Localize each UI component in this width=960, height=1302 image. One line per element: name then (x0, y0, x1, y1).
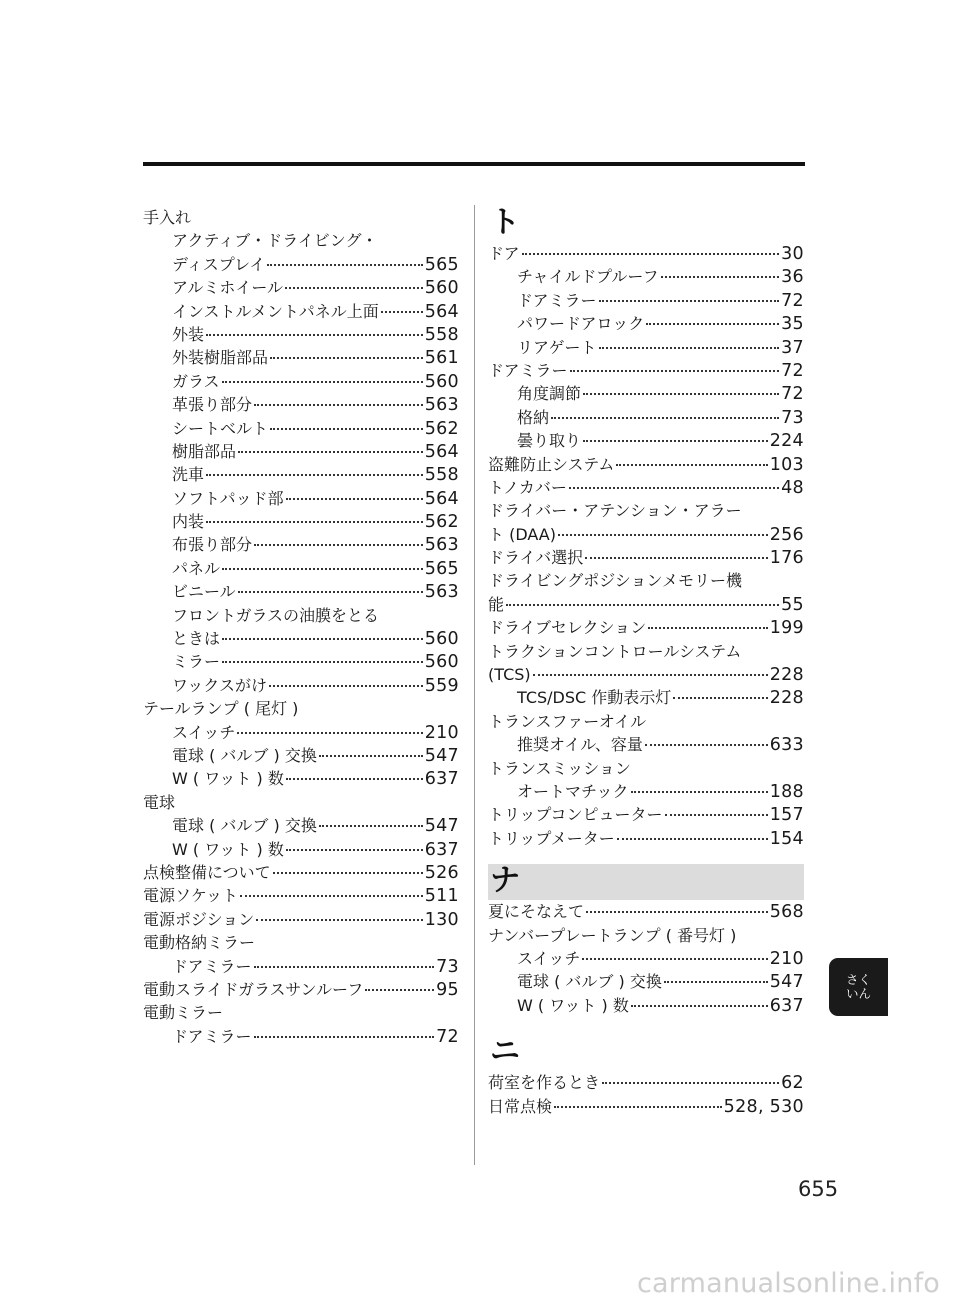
dot-leader (617, 838, 768, 840)
dot-leader (256, 919, 422, 921)
entry-page-number: 565 (424, 254, 459, 275)
index-entry (488, 827, 804, 850)
dot-leader (267, 264, 422, 266)
index-entry (143, 393, 459, 416)
entry-page-number: 210 (424, 722, 459, 743)
index-entry (143, 510, 459, 533)
index-entry (143, 463, 459, 486)
entry-label: 荷室を作るとき (488, 1073, 601, 1093)
entry-page-number: 563 (424, 582, 459, 603)
entry-page-number: 637 (769, 995, 804, 1016)
entry-label: 電球 (143, 792, 176, 812)
entry-page-number: 547 (424, 816, 459, 837)
entry-label: 洗車 (172, 465, 205, 485)
index-entry (488, 733, 804, 756)
entry-page-number: 560 (424, 278, 459, 299)
dot-leader (582, 958, 767, 960)
index-entry (488, 359, 804, 382)
index-entry (143, 440, 459, 463)
entry-page-number: 73 (781, 407, 804, 428)
entry-label: ナンバープレートランプ ( 番号灯 ) (488, 925, 737, 945)
index-entry (488, 265, 804, 288)
index-heading-entry (143, 931, 459, 954)
page-number: 655 (798, 1177, 839, 1201)
entry-page-number: 37 (781, 337, 804, 358)
entry-label: W ( ワット ) 数 (172, 839, 284, 859)
index-heading-entry (488, 499, 804, 522)
entry-label: スイッチ (517, 948, 581, 968)
dot-leader (222, 568, 423, 570)
entry-page-number: 55 (781, 594, 804, 615)
dot-leader (222, 661, 423, 663)
entry-label: 手入れ (143, 208, 192, 227)
dot-leader (206, 334, 423, 336)
entry-label: W ( ワット ) 数 (517, 995, 629, 1015)
index-entry (488, 686, 804, 709)
dot-leader (206, 474, 423, 476)
index-entry (143, 1025, 459, 1048)
entry-page-number: 30 (781, 244, 804, 264)
section-letter-heading: ニ (490, 1034, 520, 1070)
index-entry (143, 955, 459, 978)
entry-label: ディスプレイ (172, 254, 266, 274)
index-entry (143, 627, 459, 650)
entry-page-number: 564 (424, 488, 459, 509)
entry-label: 電動格納ミラー (143, 933, 256, 953)
section-letter-heading: ナ (488, 864, 804, 900)
entry-page-number: 154 (769, 828, 804, 849)
entry-label: (TCS) (488, 665, 531, 685)
entry-page-number: 564 (424, 441, 459, 462)
entry-label: TCS/DSC 作動表示灯 (517, 688, 672, 708)
entry-page-number: 558 (424, 465, 459, 486)
entry-page-number: 637 (424, 839, 459, 860)
index-entry (488, 476, 804, 499)
entry-page-number: 188 (769, 781, 804, 802)
entry-label: 内装 (172, 512, 205, 532)
entry-label: 電球 ( バルブ ) 交換 (517, 972, 662, 992)
dot-leader (270, 428, 423, 430)
entry-page-number: 564 (424, 301, 459, 322)
dot-leader (599, 300, 780, 302)
entry-label: 夏にそなえて (488, 902, 585, 922)
dot-leader (254, 966, 435, 968)
entry-label: W ( ワット ) 数 (172, 769, 284, 789)
entry-page-number: 95 (436, 979, 459, 1000)
entry-page-number: 228 (769, 665, 804, 686)
index-entry (488, 523, 804, 546)
dot-leader (522, 253, 780, 255)
dot-leader (585, 557, 767, 559)
entry-label: 電動スライドガラスサンルーフ (143, 979, 364, 999)
dot-leader (569, 487, 779, 489)
index-entry (488, 289, 804, 312)
index-heading-entry (488, 924, 804, 947)
entry-page-number: 72 (781, 290, 804, 311)
entry-label: ワックスがけ (172, 675, 268, 695)
index-heading-entry (143, 791, 459, 814)
dot-leader (616, 464, 767, 466)
index-entry (143, 814, 459, 837)
entry-page-number: 558 (424, 324, 459, 345)
dot-leader (570, 370, 780, 372)
dot-leader (665, 814, 768, 816)
entry-page-number: 561 (424, 348, 459, 369)
entry-label: インストルメントパネル上面 (172, 301, 379, 321)
index-entry (143, 253, 459, 276)
side-tab-line-1: さく (845, 972, 871, 987)
index-entry (488, 593, 804, 616)
dot-leader (673, 697, 767, 699)
index-heading-entry (143, 604, 459, 627)
index-entry (488, 994, 804, 1017)
entry-page-number: 224 (769, 431, 804, 452)
entry-label: スイッチ (172, 722, 236, 742)
entry-page-number: 103 (769, 454, 804, 475)
index-entry (488, 970, 804, 993)
index-entry (143, 861, 459, 884)
index-entry (488, 242, 804, 265)
entry-label: パワードアロック (517, 314, 645, 334)
index-entry (143, 978, 459, 1001)
dot-leader (254, 544, 423, 546)
entry-label: ビニール (172, 582, 236, 602)
entry-label: 外装 (172, 324, 205, 344)
entry-label: トノカバー (488, 477, 567, 497)
entry-label: 革張り部分 (172, 395, 253, 415)
index-entry (143, 323, 459, 346)
entry-page-number: 562 (424, 418, 459, 439)
dot-leader (269, 685, 423, 687)
side-tab-line-2: いん (845, 986, 871, 1001)
entry-label: 曇り取り (517, 431, 582, 451)
entry-label: チャイルドプルーフ (517, 267, 659, 287)
entry-label: 樹脂部品 (172, 441, 237, 461)
entry-label: オートマチック (517, 781, 629, 801)
index-entry (143, 346, 459, 369)
dot-leader (664, 981, 768, 983)
entry-label: テールランプ ( 尾灯 ) (143, 699, 299, 719)
dot-leader (237, 732, 422, 734)
dot-leader (206, 521, 423, 523)
dot-leader (222, 381, 423, 383)
entry-label: 電源ソケット (143, 886, 239, 906)
index-left-column (143, 206, 459, 1048)
index-entry (488, 453, 804, 476)
entry-label: ドライバ選択 (488, 548, 584, 568)
entry-page-number: 210 (769, 948, 804, 969)
dot-leader (286, 498, 423, 500)
entry-label: ドアミラー (172, 956, 252, 976)
entry-page-number: 62 (781, 1073, 804, 1094)
index-heading-entry (488, 569, 804, 592)
entry-page-number: 72 (436, 1026, 459, 1047)
index-entry (488, 336, 804, 359)
index-heading-entry (143, 697, 459, 720)
entry-label: 電球 ( バルブ ) 交換 (172, 745, 317, 765)
entry-page-number: 256 (769, 524, 804, 545)
entry-label: 推奨オイル、容量 (517, 735, 643, 755)
index-entry (143, 908, 459, 931)
entry-label: ドアミラー (488, 360, 568, 380)
entry-page-number: 511 (424, 886, 459, 907)
entry-page-number: 633 (769, 735, 804, 756)
dot-leader (273, 872, 423, 874)
dot-leader (222, 638, 423, 640)
entry-label: 能 (488, 594, 505, 614)
index-entry (143, 533, 459, 556)
dot-leader (645, 744, 768, 746)
entry-label: トリップコンピューター (488, 805, 663, 825)
entry-label: ドライビングポジションメモリー機 (488, 571, 743, 591)
index-entry (488, 1095, 804, 1118)
index-entry (143, 674, 459, 697)
index-heading-entry (488, 757, 804, 780)
entry-page-number: 36 (781, 267, 804, 288)
index-entry (143, 744, 459, 767)
entry-label: アルミホイール (172, 278, 284, 298)
section-spacer (488, 1017, 804, 1035)
dot-leader (238, 591, 423, 593)
index-heading-entry (143, 229, 459, 252)
entry-page-number: 560 (424, 629, 459, 650)
dot-leader (506, 604, 779, 606)
dot-leader (319, 825, 423, 827)
dot-leader (646, 323, 779, 325)
entry-label: ドア (488, 244, 520, 263)
index-entry (488, 1071, 804, 1094)
entry-page-number: 130 (424, 909, 459, 930)
column-divider (474, 205, 475, 1165)
entry-label: アクティブ・ドライビング・ (172, 231, 378, 251)
dot-leader (238, 451, 423, 453)
entry-label: 電動ミラー (143, 1003, 224, 1023)
dot-leader (554, 1106, 722, 1108)
dot-leader (286, 849, 423, 851)
entry-label: ときは (172, 629, 221, 649)
index-entry (143, 580, 459, 603)
entry-label: ソフトパッド部 (172, 488, 284, 508)
index-heading-entry (143, 1001, 459, 1024)
index-heading-entry (488, 640, 804, 663)
entry-page-number: 562 (424, 512, 459, 533)
index-entry (143, 370, 459, 393)
entry-label: 電球 ( バルブ ) 交換 (172, 816, 317, 836)
index-entry (488, 406, 804, 429)
index-heading-entry (143, 206, 459, 229)
dot-leader (319, 755, 423, 757)
index-entry (488, 900, 804, 923)
dot-leader (254, 1036, 435, 1038)
dot-leader (558, 534, 768, 536)
dot-leader (631, 1005, 768, 1007)
dot-leader (583, 440, 768, 442)
entry-label: 布張り部分 (172, 535, 253, 555)
top-rule (143, 162, 805, 166)
index-entry (143, 300, 459, 323)
index-entry (143, 838, 459, 861)
entry-page-number: 637 (424, 769, 459, 790)
dot-leader (270, 357, 423, 359)
entry-label: ト (DAA) (488, 524, 556, 544)
entry-page-number: 559 (424, 675, 459, 696)
entry-page-number: 563 (424, 535, 459, 556)
index-entry (143, 276, 459, 299)
entry-label: トリップメーター (488, 828, 615, 848)
index-entry (143, 417, 459, 440)
dot-leader (631, 791, 768, 793)
index-side-tab[interactable] (829, 958, 888, 1016)
entry-page-number: 228 (769, 688, 804, 709)
entry-label: フロントガラスの油膜をとる (172, 605, 380, 625)
index-entry (143, 884, 459, 907)
entry-label: 角度調節 (517, 384, 582, 404)
entry-page-number: 176 (769, 548, 804, 569)
dot-leader (551, 417, 779, 419)
index-entry (488, 947, 804, 970)
dot-leader (599, 347, 780, 349)
dot-leader (285, 287, 423, 289)
index-entry (488, 546, 804, 569)
index-entry (488, 616, 804, 639)
entry-label: リアゲート (517, 337, 597, 357)
entry-page-number: 547 (769, 972, 804, 993)
entry-page-number: 528, 530 (723, 1096, 804, 1117)
index-entry (488, 663, 804, 686)
index-heading-entry (488, 710, 804, 733)
section-letter-heading: ト (490, 205, 520, 240)
dot-leader (381, 311, 423, 313)
dot-leader (648, 627, 767, 629)
dot-leader (586, 911, 768, 913)
index-entry (143, 487, 459, 510)
entry-page-number: 560 (424, 371, 459, 392)
entry-label: 盗難防止システム (488, 454, 615, 474)
index-entry (488, 803, 804, 826)
dot-leader (240, 895, 423, 897)
entry-page-number: 560 (424, 652, 459, 673)
entry-page-number: 48 (781, 477, 804, 498)
index-entry (488, 429, 804, 452)
dot-leader (583, 393, 779, 395)
dot-leader (254, 404, 423, 406)
entry-label: パネル (172, 558, 221, 578)
dot-leader (365, 989, 434, 991)
entry-page-number: 72 (781, 360, 804, 381)
entry-page-number: 73 (436, 956, 459, 977)
entry-label: ドアミラー (517, 290, 597, 310)
entry-label: ガラス (172, 371, 220, 391)
dot-leader (602, 1082, 779, 1084)
entry-page-number: 72 (781, 384, 804, 405)
entry-page-number: 35 (781, 314, 804, 335)
entry-label: 点検整備について (143, 862, 271, 882)
index-entry (143, 767, 459, 790)
entry-page-number: 568 (769, 902, 804, 923)
watermark: carmanualsonline.info (637, 1268, 940, 1299)
index-entry (488, 780, 804, 803)
entry-page-number: 565 (424, 558, 459, 579)
entry-label: 日常点検 (488, 1096, 553, 1116)
entry-page-number: 157 (769, 805, 804, 826)
entry-label: トランスファーオイル (488, 711, 647, 731)
entry-label: 電源ポジション (143, 909, 255, 929)
entry-label: ドライバー・アテンション・アラー (488, 501, 742, 521)
entry-label: トラクションコントロールシステム (488, 641, 742, 661)
entry-page-number: 563 (424, 395, 459, 416)
dot-leader (533, 674, 768, 676)
entry-label: ミラー (172, 652, 221, 672)
entry-label: トランスミッション (488, 758, 631, 778)
entry-page-number: 547 (424, 745, 459, 766)
entry-label: ドライブセレクション (488, 618, 647, 638)
index-entry (143, 557, 459, 580)
entry-label: 外装樹脂部品 (172, 348, 269, 368)
index-entry (488, 312, 804, 335)
entry-label: シートベルト (172, 418, 269, 438)
index-right-column (488, 206, 804, 1118)
index-entry (143, 650, 459, 673)
entry-label: ドアミラー (172, 1026, 252, 1046)
index-entry (488, 382, 804, 405)
entry-page-number: 526 (424, 862, 459, 883)
index-entry (143, 721, 459, 744)
dot-leader (286, 778, 423, 780)
entry-page-number: 199 (769, 618, 804, 639)
dot-leader (661, 276, 780, 278)
entry-label: 格納 (517, 407, 550, 427)
